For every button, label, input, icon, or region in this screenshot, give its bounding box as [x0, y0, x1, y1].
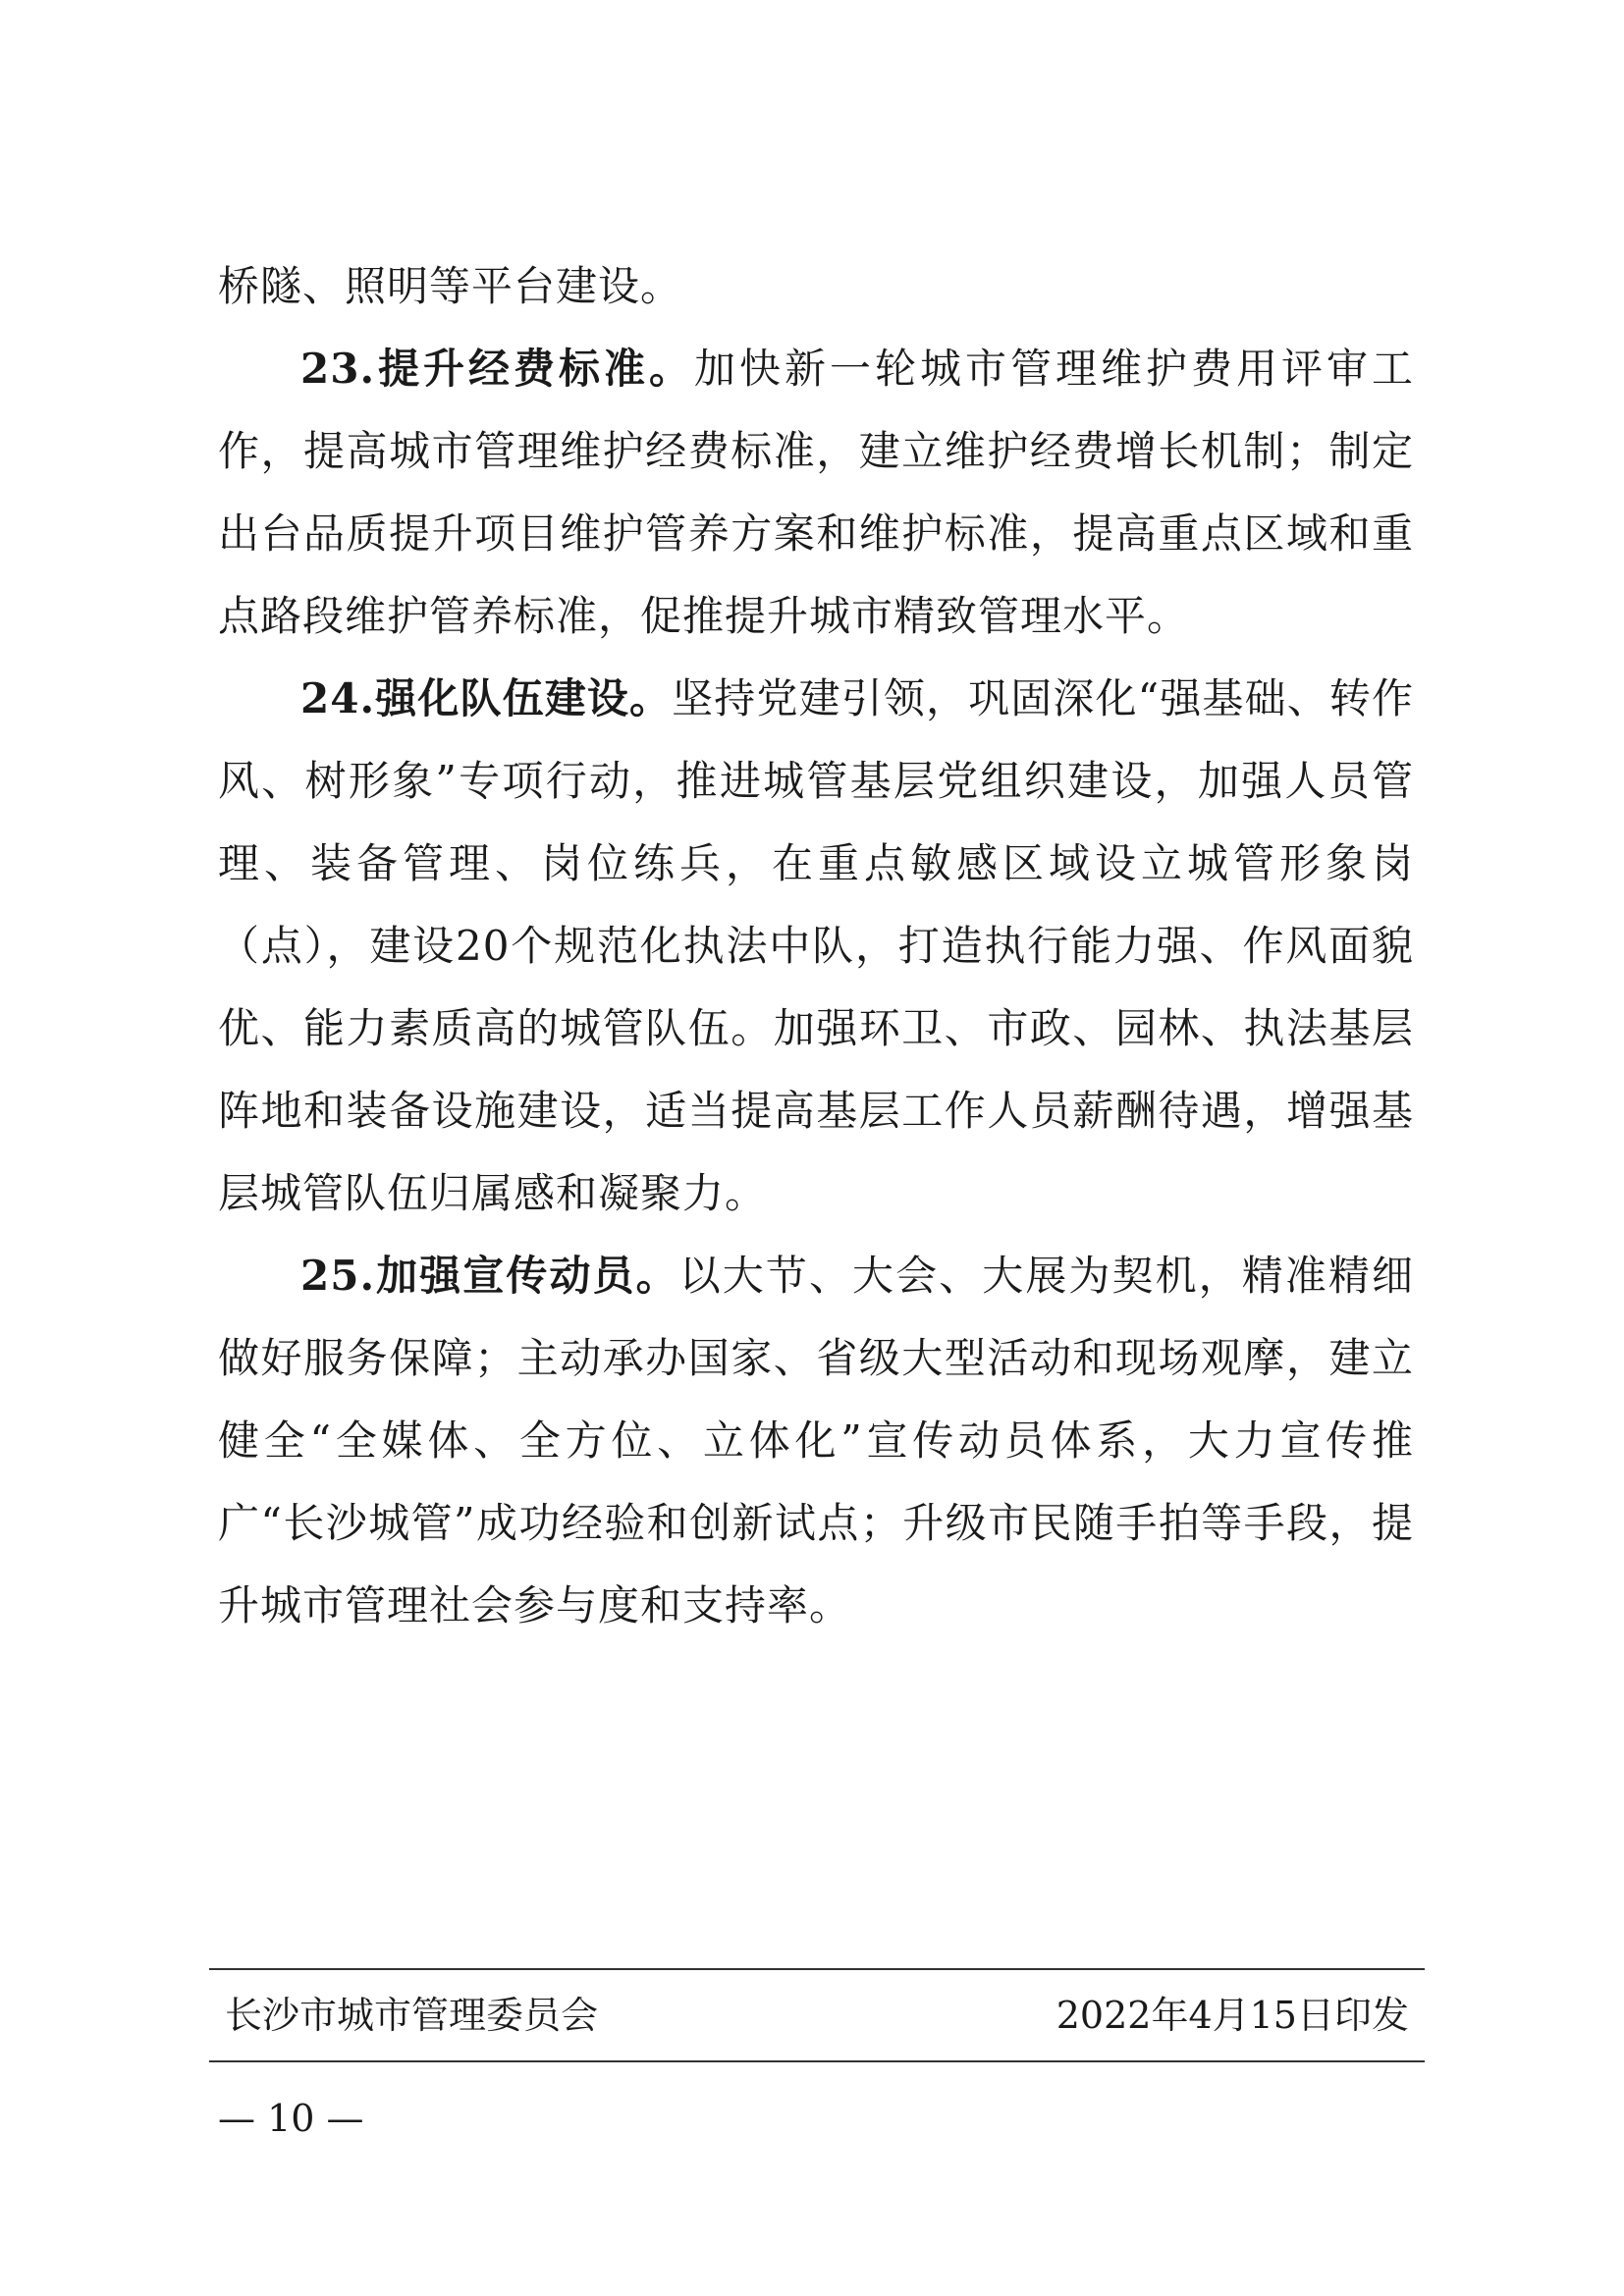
- body-text: [218, 245, 1414, 1647]
- item-text-24: 坚持党建引领，巩固深化“强基础、转作风、树形象”专项行动，推进城管基层党组织建设，加强人员管理、装备管理、岗位练兵，在重点敏感区域设立城管形象岗（点），建设20个规范化执法中队，打造执行能力强、作风面貌优、能力素质高的城管队伍。加强环卫、市政、园林、执法基层阵地和装备设施建设，适当提高基层工作人员薪酬待遇，增强基层城管队伍归属感和凝聚力。: [218, 674, 1414, 1217]
- item-text-25: 以大节、大会、大展为契机，精准精细做好服务保障；主动承办国家、省级大型活动和现场观摩，建立健全“全媒体、全方位、立体化”宣传动员体系，大力宣传推广“长沙城管”成功经验和创新试点；升级市民随手拍等手段，提升城市管理社会参与度和支持率。: [218, 1252, 1414, 1629]
- item-heading-23: 23.提升经费标准。: [300, 345, 695, 393]
- colophon: [209, 1968, 1425, 2062]
- item-heading-24: 24.强化队伍建设。: [300, 674, 673, 722]
- item-text-23: 加快新一轮城市管理维护费用评审工作，提高城市管理维护经费标准，建立维护经费增长机制；制定出台品质提升项目维护管养方案和维护标准，提高重点区域和重点路段维护管养标准，促推提升城市精致管理水平。: [218, 345, 1414, 640]
- issuing-organization: 长沙市城市管理委员会: [225, 1994, 599, 2037]
- paragraph-item-23: [218, 328, 1414, 658]
- paragraph-continuation: 桥隧、照明等平台建设。: [218, 262, 683, 310]
- page-number: — 10 —: [218, 2097, 364, 2140]
- paragraph-item-24: [218, 658, 1414, 1235]
- print-date: 2022年4月15日印发: [1056, 1994, 1409, 2037]
- paragraph-item-25: [218, 1235, 1414, 1647]
- item-heading-25: 25.加强宣传动员。: [300, 1252, 679, 1300]
